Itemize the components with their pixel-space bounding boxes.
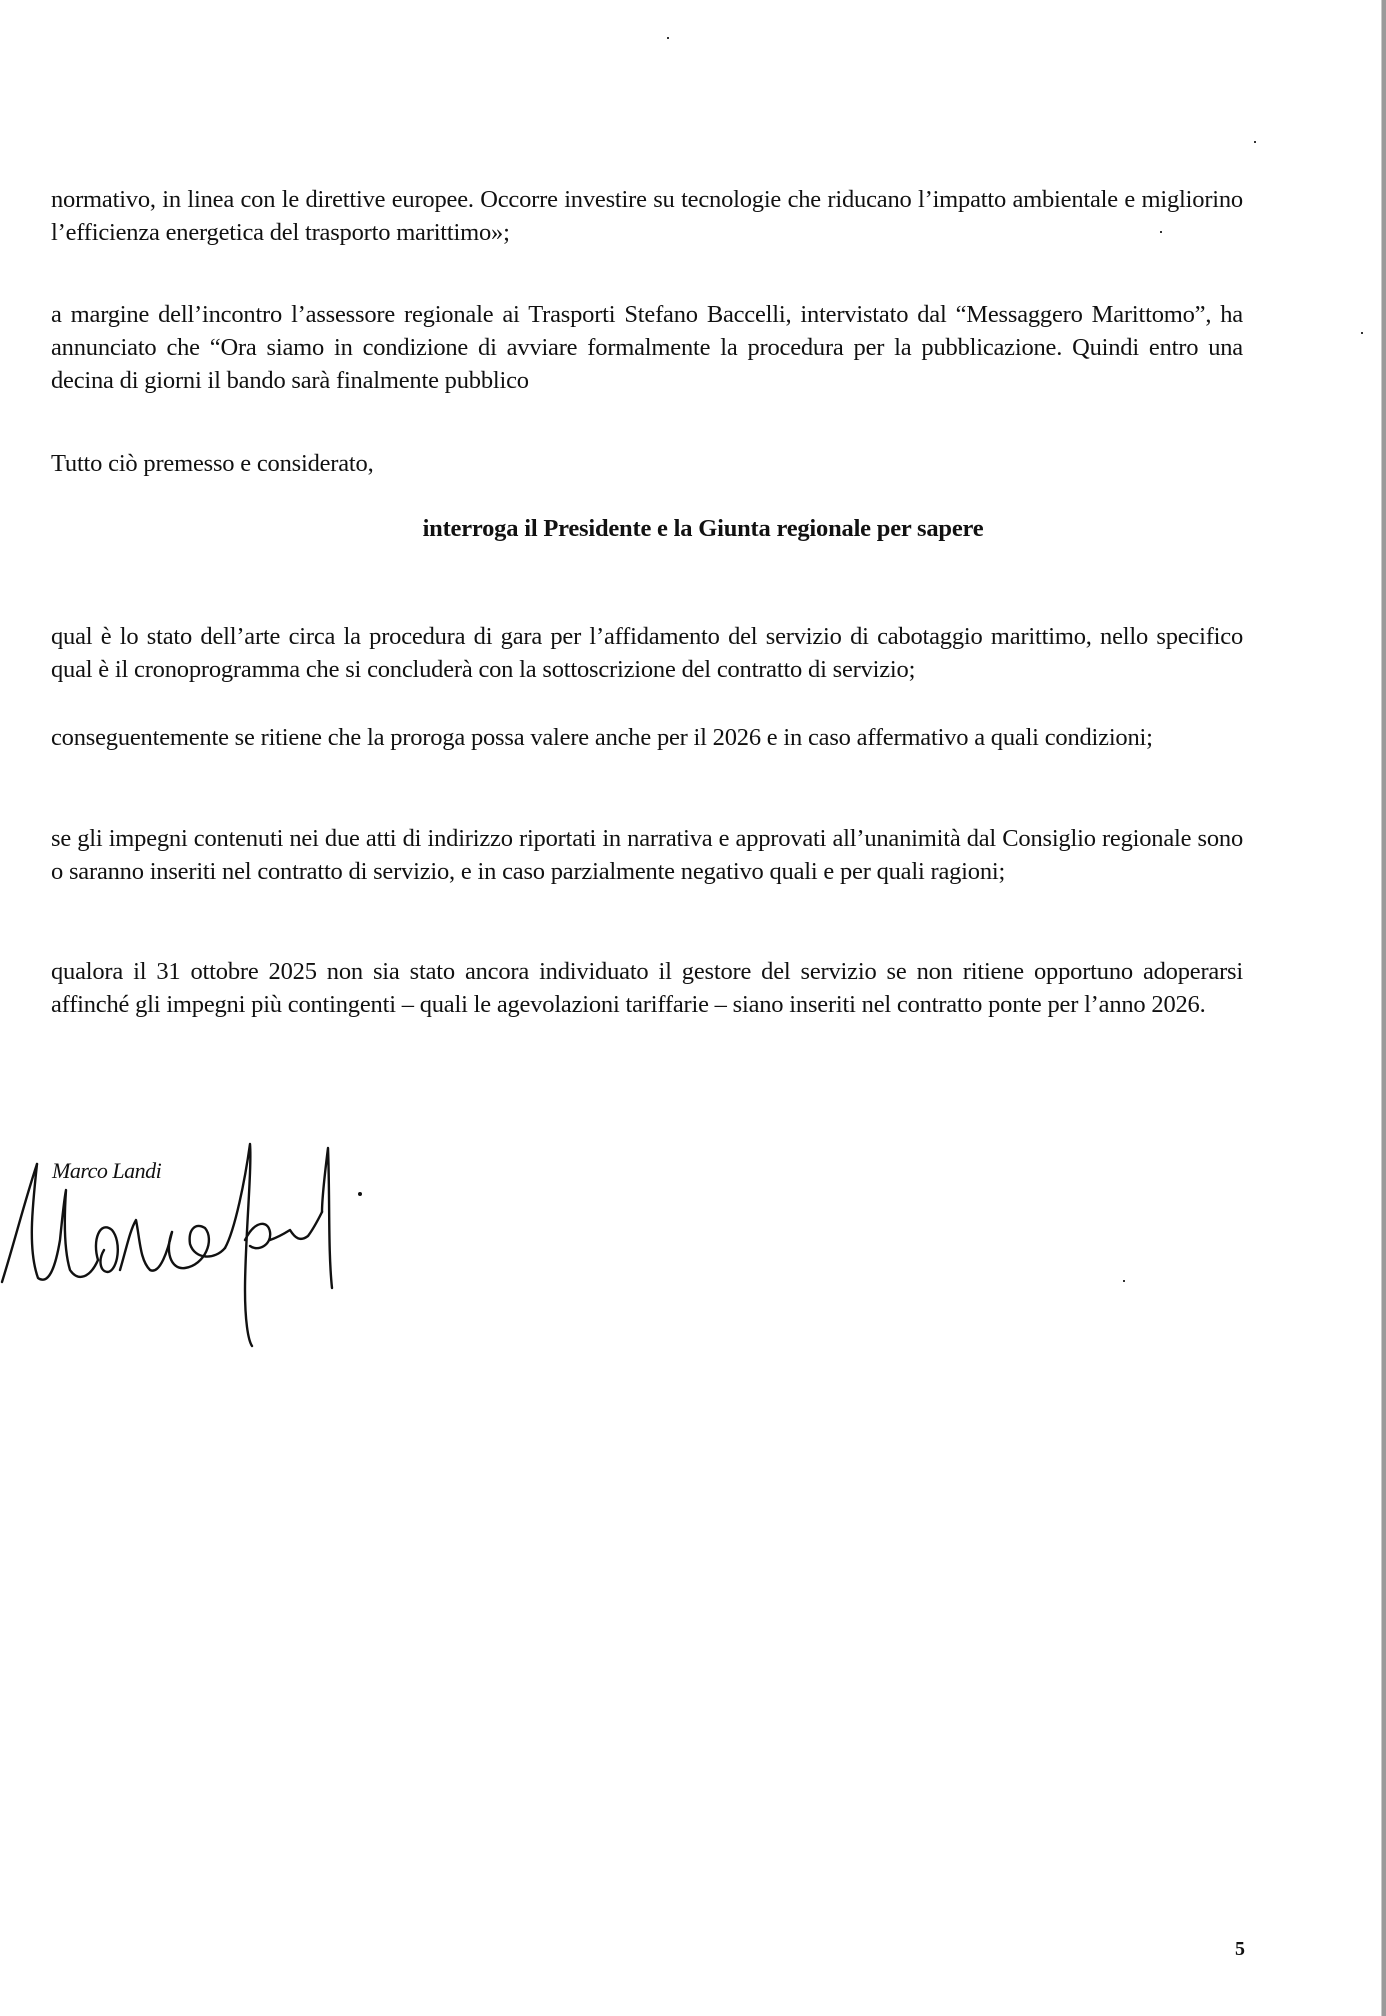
question-proroga: conseguentemente se ritiene che la proroga possa valere anche per il 2026 e in caso affermativo a quali condizioni;: [51, 724, 1153, 751]
scan-speck: [667, 37, 669, 39]
paragraph-assessore: a margine dell’incontro l’assessore regionale ai Trasporti Stefano Baccelli, intervistato dal “Messaggero Marittomo”, ha annunciato che “Ora siamo in condizione di avviare formalmente la procedura per la pubblicazione. Quindi entro una decina di giorni il bando sarà finalmente pubblico: [51, 301, 1243, 394]
signer-name: Marco Landi: [52, 1158, 162, 1183]
scan-speck: [1160, 231, 1162, 233]
interrogation-heading: interroga il Presidente e la Giunta regionale per sapere: [422, 515, 984, 542]
scan-speck: [1361, 332, 1363, 334]
paragraph-premesso: Tutto ciò premesso e considerato,: [51, 450, 374, 477]
signature-block: [0, 1120, 400, 1360]
page-edge-border: [1381, 0, 1386, 2016]
question-impegni: se gli impegni contenuti nei due atti di indirizzo riportati in narrativa e approvati all’unanimità dal Consiglio regionale sono o saranno inseriti nel contratto di servizio, e in caso parzialmente negativo quali e per quali ragioni;: [51, 825, 1243, 885]
handwritten-signature-icon: [0, 1120, 400, 1360]
question-stato-arte: qual è lo stato dell’arte circa la procedura di gara per l’affidamento del servizio di cabotaggio marittimo, nello specifico qual è il cronoprogramma che si concluderà con la sottoscrizione del contratto di servizio;: [51, 623, 1243, 683]
paragraph-normativo: normativo, in linea con le direttive europee. Occorre investire su tecnologie che riducano l’impatto ambientale e migliorino l’efficienza energetica del trasporto marittimo»;: [51, 186, 1243, 246]
scan-speck: [1123, 1280, 1125, 1282]
page-number: 5: [1235, 1938, 1245, 1960]
scan-speck: [1254, 141, 1256, 143]
question-contratto-ponte: qualora il 31 ottobre 2025 non sia stato ancora individuato il gestore del servizio se non ritiene opportuno adoperarsi affinché gli impegni più contingenti – quali le agevolazioni tariffarie – siano inseriti nel contratto ponte per l’anno 2026.: [51, 958, 1243, 1018]
